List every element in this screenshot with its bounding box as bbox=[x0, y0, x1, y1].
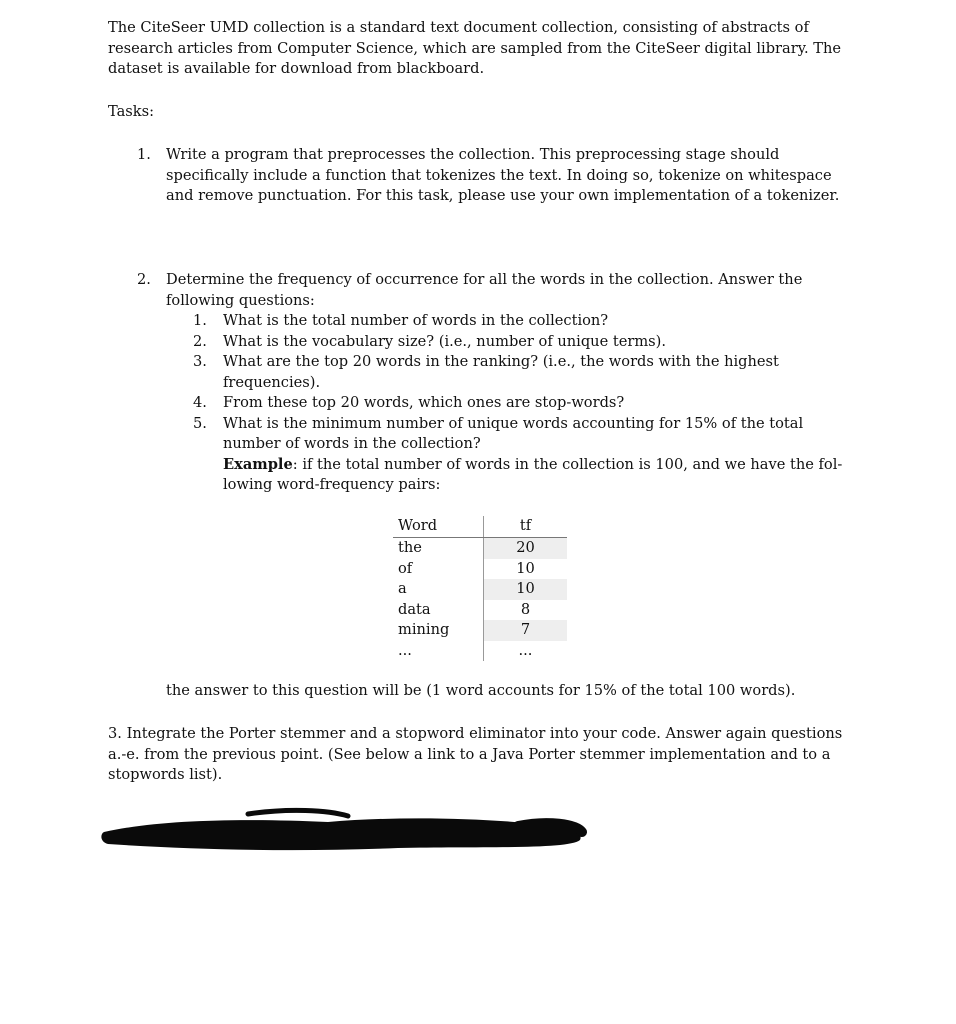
word-cell: mining bbox=[398, 621, 450, 638]
tf-cell: 8 bbox=[483, 600, 567, 621]
question-text: From these top 20 words, which ones are stop-words? bbox=[223, 394, 625, 411]
question-item bbox=[193, 311, 843, 332]
question-text: What is the minimum number of unique words accounting for 15% of the total number of words in the collection? bbox=[223, 414, 804, 452]
table-header bbox=[393, 516, 567, 538]
word-cell: ... bbox=[398, 641, 412, 659]
question-item bbox=[193, 332, 843, 353]
example-answer: the answer to this question will be (1 word accounts for 15% of the total 100 words). bbox=[166, 682, 796, 699]
table-row bbox=[393, 559, 567, 580]
word-cell: of bbox=[398, 559, 413, 577]
question-number: 5. bbox=[193, 414, 207, 432]
question-text: What are the top 20 words in the ranking? (i.e., the words with the highest frequencies). bbox=[223, 353, 779, 391]
question-item bbox=[193, 414, 843, 455]
table-row bbox=[393, 620, 567, 641]
table-row bbox=[393, 538, 567, 559]
word-cell: a bbox=[398, 580, 407, 597]
tf-cell: 7 bbox=[483, 620, 567, 641]
question-item bbox=[193, 393, 843, 414]
redacted-link-scribble bbox=[98, 806, 588, 856]
tf-column-header: tf bbox=[483, 516, 567, 537]
word-cell: data bbox=[398, 600, 431, 618]
example-text: : if the total number of words in the collection is 100, and we have the fol-lowing word-frequency pairs: bbox=[223, 455, 843, 493]
task-1-number: 1. bbox=[137, 146, 151, 163]
question-item bbox=[193, 352, 843, 393]
tf-cell: 10 bbox=[483, 559, 567, 580]
tasks-heading: Tasks: bbox=[108, 103, 155, 120]
question-number: 1. bbox=[193, 312, 207, 329]
question-number: 3. bbox=[193, 353, 207, 370]
task-2-text: Determine the frequency of occurrence for all the words in the collection. Answer the following questions: bbox=[166, 271, 803, 309]
tf-cell: ... bbox=[483, 641, 567, 662]
table-row bbox=[393, 600, 567, 621]
task-2-questions bbox=[193, 311, 843, 496]
intro-paragraph: The CiteSeer UMD collection is a standard text document collection, consisting of abstracts of research articles from Computer Science, which are sampled from the CiteSeer digital library. The dataset is available for download from blackboard. bbox=[108, 19, 842, 77]
task-3: 3. Integrate the Porter stemmer and a stopword eliminator into your code. Answer again questions a.-e. from the previous point. (See below a link to a Java Porter stemmer implementation and to a stopwords list). bbox=[108, 725, 843, 783]
word-cell: the bbox=[398, 539, 422, 556]
tf-cell: 10 bbox=[483, 579, 567, 600]
question-number: 4. bbox=[193, 394, 207, 411]
task-2 bbox=[137, 270, 856, 311]
question-text: What is the vocabulary size? (i.e., number of unique terms). bbox=[223, 332, 666, 350]
task-1 bbox=[137, 145, 856, 207]
task-1-text: Write a program that preprocesses the collection. This preprocessing stage should specifically include a function that tokenizes the text. In doing so, tokenize on whitespace and remove punctuation. For this task, please use your own implementation of a tokenizer. bbox=[166, 146, 840, 204]
example-label: Example bbox=[223, 455, 293, 473]
example-paragraph bbox=[223, 455, 843, 496]
word-column-header: Word bbox=[398, 517, 438, 534]
question-text: What is the total number of words in the collection? bbox=[223, 312, 609, 329]
task-2-number: 2. bbox=[137, 271, 151, 288]
table-row bbox=[393, 641, 567, 662]
tf-cell: 20 bbox=[483, 538, 567, 559]
question-number: 2. bbox=[193, 332, 207, 350]
word-frequency-table bbox=[393, 516, 567, 661]
table-row bbox=[393, 579, 567, 600]
